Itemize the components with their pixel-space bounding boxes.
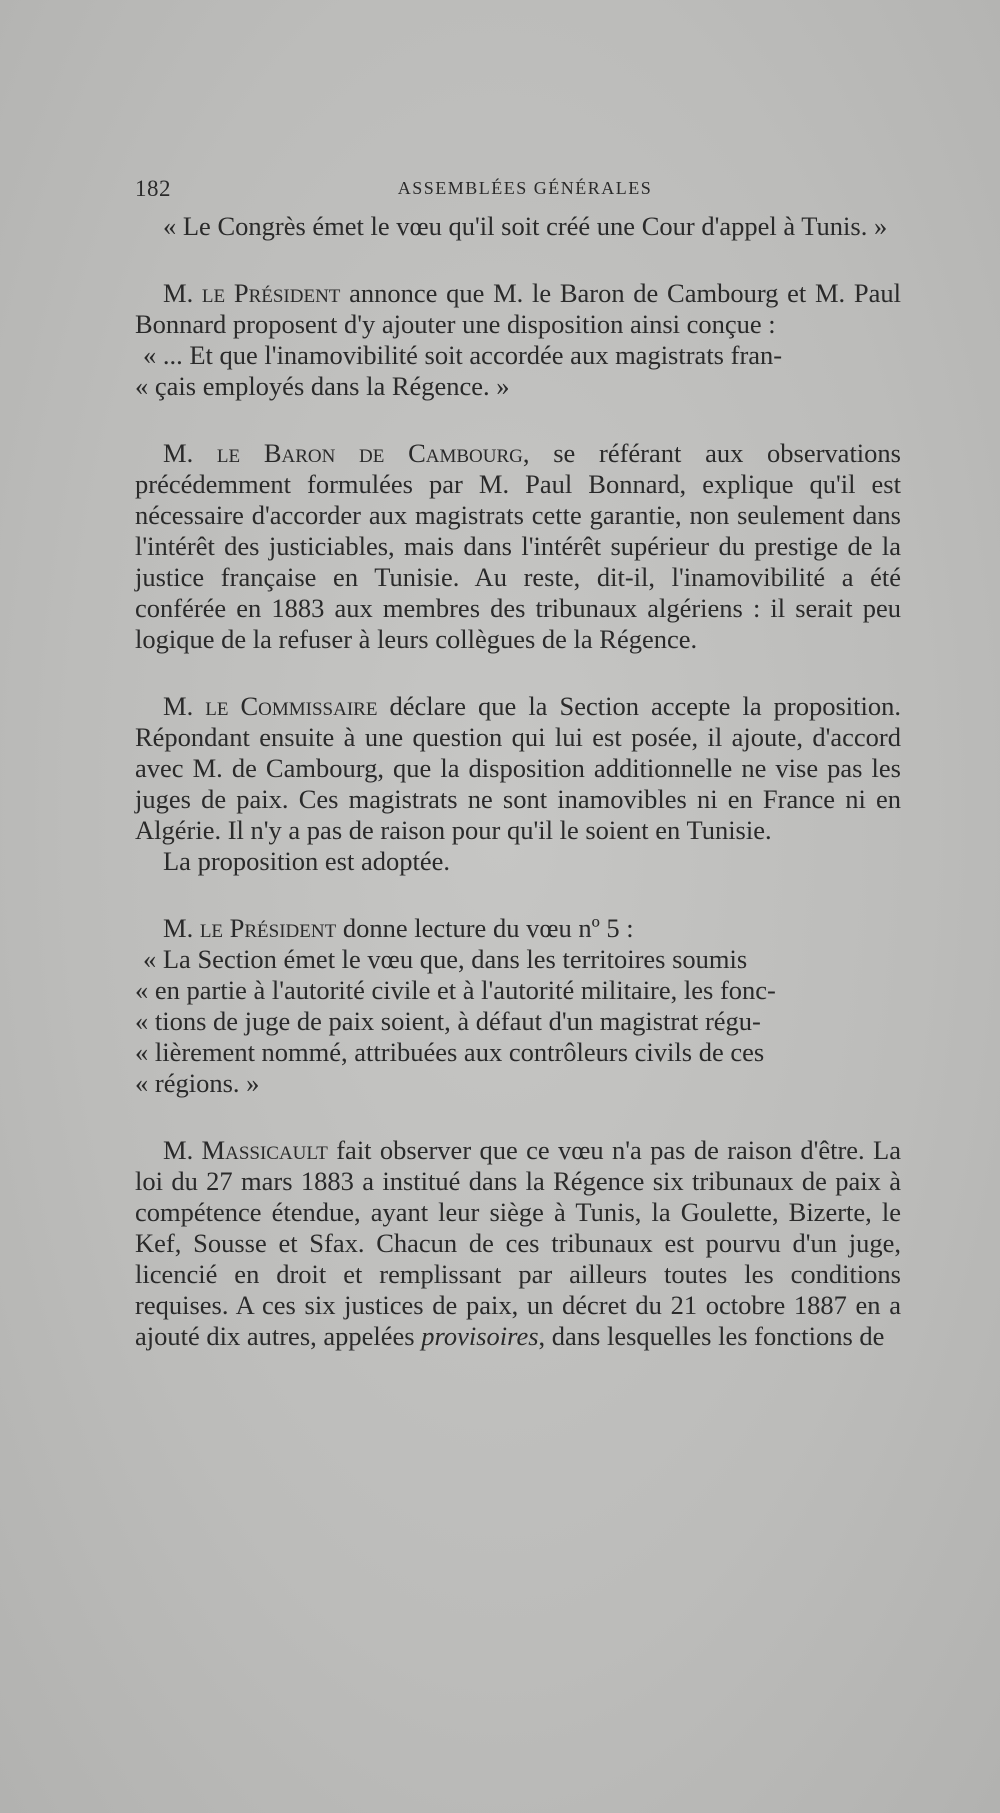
speaker-name: M. le Commissaire (163, 691, 378, 721)
paragraph-commissaire (135, 691, 901, 846)
speaker-name: M. le Président (163, 913, 337, 943)
quoted-wish-5 (135, 944, 901, 1099)
speaker-name: M. le Président (163, 278, 341, 308)
quote-line: « lièrement nommé, attribuées aux contrôleurs civils de ces (135, 1037, 765, 1067)
quote-line: « tions de juge de paix soient, à défaut d'un magistrat régu- (135, 1006, 761, 1036)
paragraph-text: , se référant aux observations précédemment formulées par M. Paul Bonnard, explique qu'il est nécessaire d'accorder aux magistrats cette garantie, non seulement dans l'intérêt des justiciables, mais dans l'intérêt supérieur du prestige de la justice française en Tunisie. Au reste, dit-il, l'inamovibilité a été conférée en 1883 aux membres des tribunaux algériens : il serait peu logique de la refuser à leurs collègues de la Régence. (135, 438, 901, 654)
quote-line: « çais employés dans la Régence. » (135, 371, 510, 401)
quote-line: « ... Et que l'inamovibilité soit accordée aux magistrats fran- (143, 340, 783, 370)
paragraph-baron-cambourg (135, 438, 901, 655)
paragraph-text: « Le Congrès émet le vœu qu'il soit créé une Cour d'appel à Tunis. » (163, 211, 888, 241)
running-head: ASSEMBLÉES GÉNÉRALES (397, 178, 653, 198)
speaker-name: M. le Baron de Cambourg (163, 438, 523, 468)
quote-line: « La Section émet le vœu que, dans les territoires soumis (143, 944, 748, 974)
quote-line: « en partie à l'autorité civile et à l'autorité militaire, les fonc- (135, 975, 776, 1005)
page-number: 182 (135, 176, 171, 201)
paragraph-text: donne lecture du vœu nº 5 : (336, 913, 634, 943)
paragraph-president-reading (135, 913, 901, 944)
speaker-name: M. Massicault (163, 1135, 328, 1165)
paragraph-massicault (135, 1135, 901, 1352)
page-header (135, 176, 905, 206)
quoted-disposition (135, 340, 901, 402)
paragraph-president-announce (135, 278, 901, 340)
paragraph-text: La proposition est adoptée. (163, 846, 451, 876)
paragraph-congress-wish (135, 211, 901, 242)
body-text (135, 211, 901, 1352)
paragraph-text: , dans lesquelles les fonctions de (538, 1321, 885, 1351)
paragraph-text: annonce que M. le Baron de Cambourg et M. Paul Bonnard proposent d'y ajouter une disposition ainsi conçue : (135, 278, 901, 339)
paragraph-text: déclare que la Section accepte la proposition. Répondant ensuite à une question qui lui est posée, il ajoute, d'accord avec M. de Cambourg, que la disposition additionnelle ne vise pas les juges de paix. Ces magistrats ne sont inamovibles ni en France ni en Algérie. Il n'y a pas de raison pour qu'il le soient en Tunisie. (135, 691, 901, 845)
paragraph-text: fait observer que ce vœu n'a pas de raison d'être. La loi du 27 mars 1883 a institué dans la Régence six tribunaux de paix à compétence étendue, ayant leur siège à Tunis, la Goulette, Bizerte, le Kef, Sousse et Sfax. Chacun de ces tribunaux est pourvu d'un juge, licencié en droit et remplissant par ailleurs toutes les conditions requises. A ces six justices de paix, un décret du 21 octobre 1887 en a ajouté dix autres, appelées (135, 1135, 901, 1351)
quote-line: « régions. » (135, 1068, 260, 1098)
paragraph-adopted (135, 846, 901, 877)
italic-term: provisoires (421, 1321, 539, 1351)
